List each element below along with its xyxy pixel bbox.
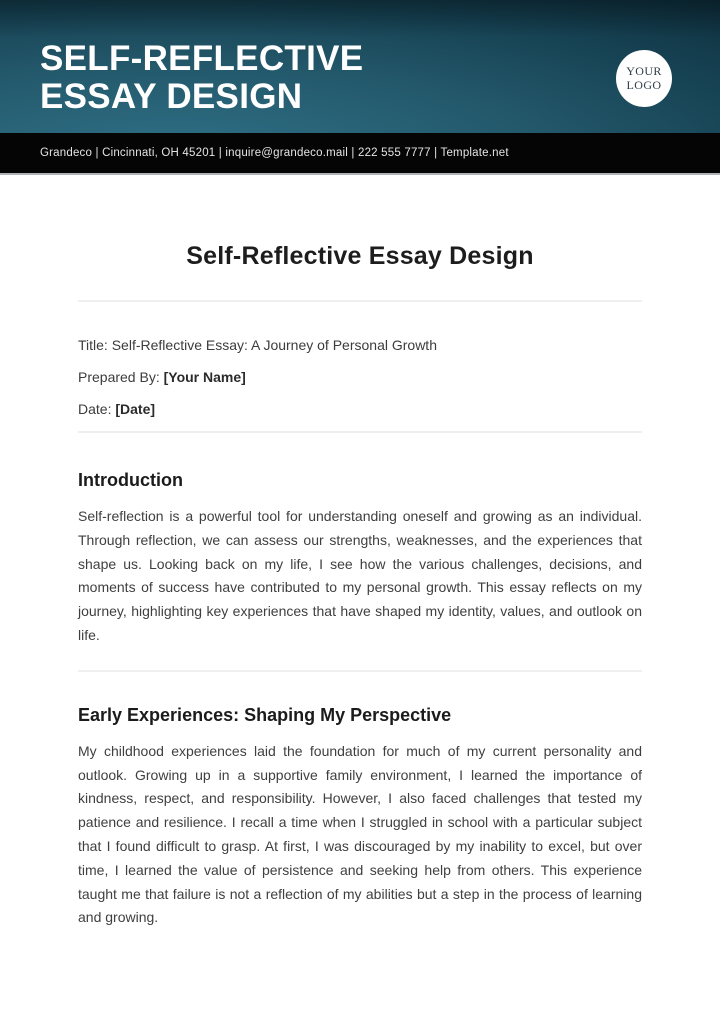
meta-title-label: Title: xyxy=(78,337,108,353)
meta-prepared-value: [Your Name] xyxy=(163,369,246,385)
document-header xyxy=(0,0,720,133)
meta-date-label: Date: xyxy=(78,401,112,417)
document-title: Self-Reflective Essay Design xyxy=(186,242,534,270)
contact-info: Grandeco | Cincinnati, OH 45201 | inquire@grandeco.mail | 222 555 7777 | Template.net xyxy=(40,147,509,159)
contact-bar xyxy=(0,133,720,175)
divider-under-meta xyxy=(78,431,642,433)
divider-under-title xyxy=(78,300,642,302)
section-heading: Early Experiences: Shaping My Perspective xyxy=(78,704,452,725)
header-title-line1: SELF-REFLECTIVE xyxy=(40,39,364,78)
header-title-line2: ESSAY DESIGN xyxy=(40,77,303,116)
meta-prepared-line xyxy=(78,367,642,387)
section-introduction xyxy=(78,469,642,648)
meta-title-line xyxy=(78,335,642,355)
section-paragraph: Self-reflection is a powerful tool for understanding oneself and growing as an individual. Through reflection, we can assess our strengths, weaknesses, and the experiences that shape us. Looking back on my life, I see how the various challenges, decisions, and moments of success have contributed to my personal growth. This essay reflects on my journey, highlighting key experiences that have shaped my identity, values, and outlook on life. xyxy=(78,508,642,643)
divider-under-introduction xyxy=(78,670,642,672)
logo-text-line2: LOGO xyxy=(626,77,662,92)
section-paragraph: My childhood experiences laid the foundation for much of my current personality and outlook. Growing up in a supportive family environment, I learned the importance of kindness, respect, and responsibility. However, I also faced challenges that tested my patience and resilience. I recall a time when I struggled in school with a particular subject that I found difficult to grasp. At first, I was discouraged by my inability to excel, but over time, I learned the value of persistence and seeking help from others. This experience taught me that failure is not a reflection of my abilities but a step in the process of learning and growing. xyxy=(78,742,642,926)
meta-title-value: Self-Reflective Essay: A Journey of Personal Growth xyxy=(111,337,437,353)
logo-placeholder xyxy=(616,50,672,107)
section-heading: Introduction xyxy=(78,470,183,490)
meta-date-value: [Date] xyxy=(115,401,156,417)
meta-block xyxy=(78,335,642,419)
meta-date-line xyxy=(78,399,642,419)
header-title xyxy=(40,40,363,116)
logo-text-line1: YOUR xyxy=(626,64,662,78)
document-body xyxy=(0,241,720,930)
meta-prepared-label: Prepared By: xyxy=(78,369,160,385)
section-early-experiences xyxy=(78,704,642,930)
